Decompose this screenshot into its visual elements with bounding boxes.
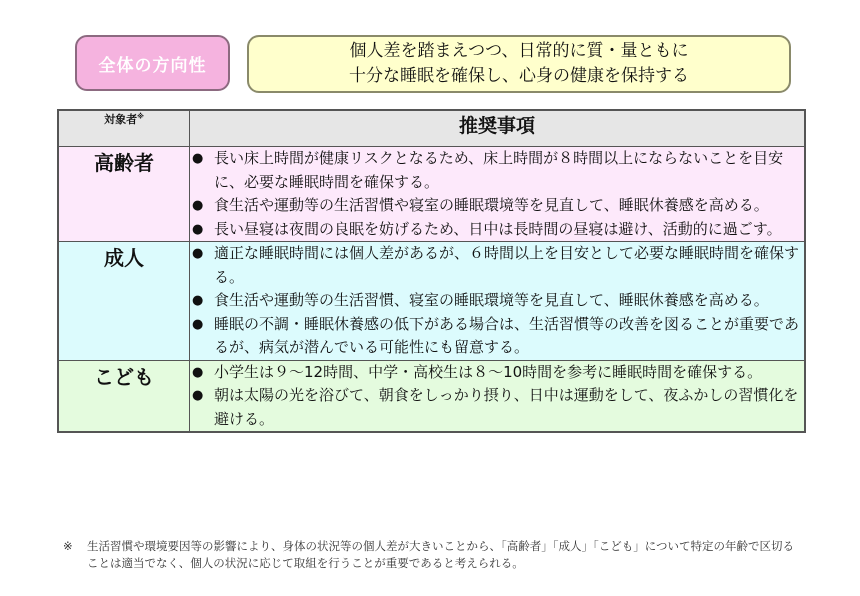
list-item: ● 朝は太陽の光を浴びて、朝食をしっかり摂り、日中は運動をして、夜ふかしの習慣化を避ける。: [192, 386, 799, 428]
bullet-icon: ●: [192, 221, 204, 237]
bullet-icon: ●: [192, 293, 204, 308]
recommendations-adult: [190, 242, 806, 361]
target-elderly: 高齢者: [58, 147, 190, 242]
list-item: ● 食生活や運動等の生活習慣、寝室の睡眠環境等を見直して、睡眠休養感を高める。: [190, 289, 804, 313]
list-item: ● 長い床上時間が健康リスクとなるため、床上時間が８時間以上にならないことを目安に、必要な睡眠時間を確保する。: [192, 149, 784, 191]
direction-line-2: 十分な睡眠を確保し、心身の健康を保持する: [349, 66, 689, 86]
list-item: ● 長い昼寝は夜間の良眠を妨げるため、日中は長時間の昼寝は避け、活動的に過ごす。: [190, 218, 804, 242]
table-header-row: [58, 110, 805, 147]
header-recommendations: 推奨事項: [190, 110, 806, 147]
list-item: ● 小学生は９～12時間、中学・高校生は８～10時間を参考に睡眠時間を確保する。: [190, 361, 804, 385]
bullet-icon: ●: [192, 388, 204, 403]
target-adult: 成人: [58, 242, 190, 361]
bullet-icon: ●: [192, 316, 204, 332]
bullet-icon: ●: [192, 198, 204, 213]
direction-line-1: 個人差を踏まえつつ、日常的に質・量ともに: [349, 41, 689, 61]
bullet-icon: ●: [192, 151, 204, 166]
list-item: ● 睡眠の不調・睡眠休養感の低下がある場合は、生活習慣等の改善を図ることが重要であるが、病気が潜んでいる可能性にも留意する。: [192, 314, 800, 356]
overall-direction-label: 全体の方向性: [75, 35, 230, 91]
recommendations-table: [57, 109, 806, 433]
header-target: [58, 110, 190, 147]
footnote-text: 生活習慣や環境要因等の影響により、身体の状況等の個人差が大きいことから、「高齢者」「成人」「こども」について特定の年齢で区切ることは適当でなく、個人の状況に応じて取組を行うことが重要であると考えられる。: [87, 539, 795, 570]
list-item: ● 食生活や運動等の生活習慣や寝室の睡眠環境等を見直して、睡眠休養感を高める。: [190, 194, 804, 218]
bullet-icon: ●: [192, 246, 204, 261]
table-row-adult: [58, 242, 805, 361]
recommendations-elderly: [190, 147, 806, 242]
list-item: ● 適正な睡眠時間には個人差があるが、６時間以上を目安として必要な睡眠時間を確保する。: [192, 244, 800, 286]
overall-direction-text: [247, 35, 791, 93]
footnote: [63, 538, 803, 572]
table-row-elderly: [58, 147, 805, 242]
header-target-label: 対象者: [104, 113, 138, 126]
footnote-mark: ※: [137, 112, 144, 121]
target-child: こども: [58, 360, 190, 432]
table-row-child: [58, 360, 805, 432]
bullet-icon: ●: [192, 364, 204, 380]
footnote-mark-icon: ※: [63, 539, 73, 553]
recommendations-child: [190, 360, 806, 432]
